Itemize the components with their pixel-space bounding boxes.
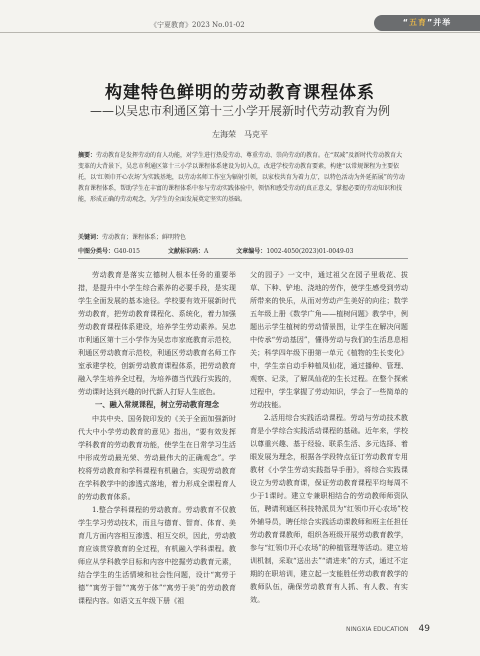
body-column-right [250,268,408,606]
article-subtitle: ——以吴忠市利通区第十三小学开展新时代劳动教育为例 [89,104,390,118]
meta-rule [78,258,408,259]
keywords: 关键词：劳动教育；课程体系；鲜明特色 [78,234,187,241]
paragraph: 2.活用综合实践活动课程。劳动与劳动技术教育是小学综合实践活动课程的基础。近年来，学校以尊重兴趣、基于经验、联系生活、多元选择、着眼发展为理念，根据各学段特点征订劳动教育专用教材《小学生劳动实践指导手册》，将综合实践课设立为劳动教育课，保证劳动教育课程平均每周不少于1课时。建立专兼职相结合的劳动教师师资队伍，聘请利通区科技特派员为“红领巾开心农场”校外辅导员，聘任综合实践活动课教师和班主任担任劳动教育课教师，组织各班级开展劳动教育教学，参与“红领巾开心农场”的种植管理等活动。建立培训机制，采取“送出去”“请进来”的方式，通过不定期的在职培训，建立起一支能胜任劳动教育教学的教师队伍，确保劳动教育有人抓、有人教、有实效。 [250,413,408,604]
abstract-label: 摘要： [78,152,97,159]
authors: 左海荣 马克平 [212,130,268,139]
paragraph: 中共中央、国务院印发的《关于全面加强新时代大中小学劳动教育的意见》指出，“要有效发挥学科教育的劳动教育功能，使学生在日常学习生活中形成劳动最光荣、劳动最伟大的正确观念”。学校将劳动教育和学科课程有机融合，实现劳动教育在学科教学中的渗透式落地，着力形成全课程育人的劳动教育体系。 [78,414,236,501]
section-tag: “五育”并举 [374,15,480,31]
paragraph: 1.整合学科课程的劳动教育。劳动教育不仅教学生学习劳动技术，而且与德育、智育、体育、美育几方面内容相互渗透、相互交织，因此，劳动教育应该贯穿教育的全过程，有机融入学科课程。教师应从学科教学目标和内容中挖掘劳动教育元素，结合学生的生活情境和社会性问题，设计“寓劳于德”“寓劳于智”“寓劳于体”“寓劳于美”的劳动教育课程内容。如语文五年级下册《祖 [78,505,236,605]
page-footer: NINGXIA EDUCATION 49 [345,624,430,634]
body-column-left [78,268,236,607]
journal-header: 《宁夏教育》2023 No.01-02 [150,21,245,29]
abstract [78,150,408,205]
section-heading: 一、融入常规课程，树立劳动教育理念 [94,400,220,409]
page-number: 49 [418,624,430,634]
abstract-text: 劳动教育是发挥劳动的育人功能，对学生进行热爱劳动、尊重劳动、崇尚劳动的教育。在“双减”及新时代劳动教育大变革的大背景下，吴忠市利通区第十三小学以课程体系建设为切入点，改进学校劳动教育要素，构建“以常规课程为主要依托，以‘红领巾开心农场’为实践基地，以劳动名师工作室为辐射引领，以家校共育为着力点’，以特色活动为外延拓展”的劳动教育课程体系，帮助学生在丰富的课程体系中参与劳动实践体验中，领悟和感受劳动的真正意义，掌握必要的劳动知识和技能，形成正确的劳动观念，为学生的全面发展奠定坚实的基础。 [78,152,405,203]
paragraph: 父的园子》一文中，通过祖父在园子里栽花、拔草、下种、铲地、浇地的劳作，使学生感受到劳动所带来的快乐，从而对劳动产生美好的向往；数学五年级上册《数学广角——植树问题》教学中，例题出示学生植树的劳动情景图，让学生在解决问题中传承“劳动基因”，懂得劳动与我们的生活息息相关；科学四年级下册第一单元《植物的生长变化》中，学生亲自动手种植凤仙花，通过播种、管理、观察、记录，了解凤仙花的生长过程。在整个探索过程中，学生掌握了劳动知识，学会了一些简单的劳动技能。 [250,270,408,409]
classification-meta: 中图分类号：G40-015 文献标识码：A 文章编号：1002-4050(2023)01-0049-03 [78,248,354,255]
article-title: 构建特色鲜明的劳动教育课程体系 [105,83,375,103]
header-rule [0,32,480,33]
paragraph: 劳动教育是落实立德树人根本任务的重要举措，是提升中小学生综合素养的必要手段，是实现学生全面发展的基本途径。学校要有效开展新时代劳动教育，把劳动教育课程化、系统化，着力加强劳动教育课程体系建设，培养学生劳动素养。吴忠市利通区第十三小学作为吴忠市家庭教育示范校，利通区劳动教育示范校，利通区劳动教育名师工作室承建学校，创新劳动教育课程体系，把劳动教育融入学生培养全过程，为培养德当代践行实践的，劳动课时达到兴趣的时代新人打好人生底色。 [78,270,236,396]
